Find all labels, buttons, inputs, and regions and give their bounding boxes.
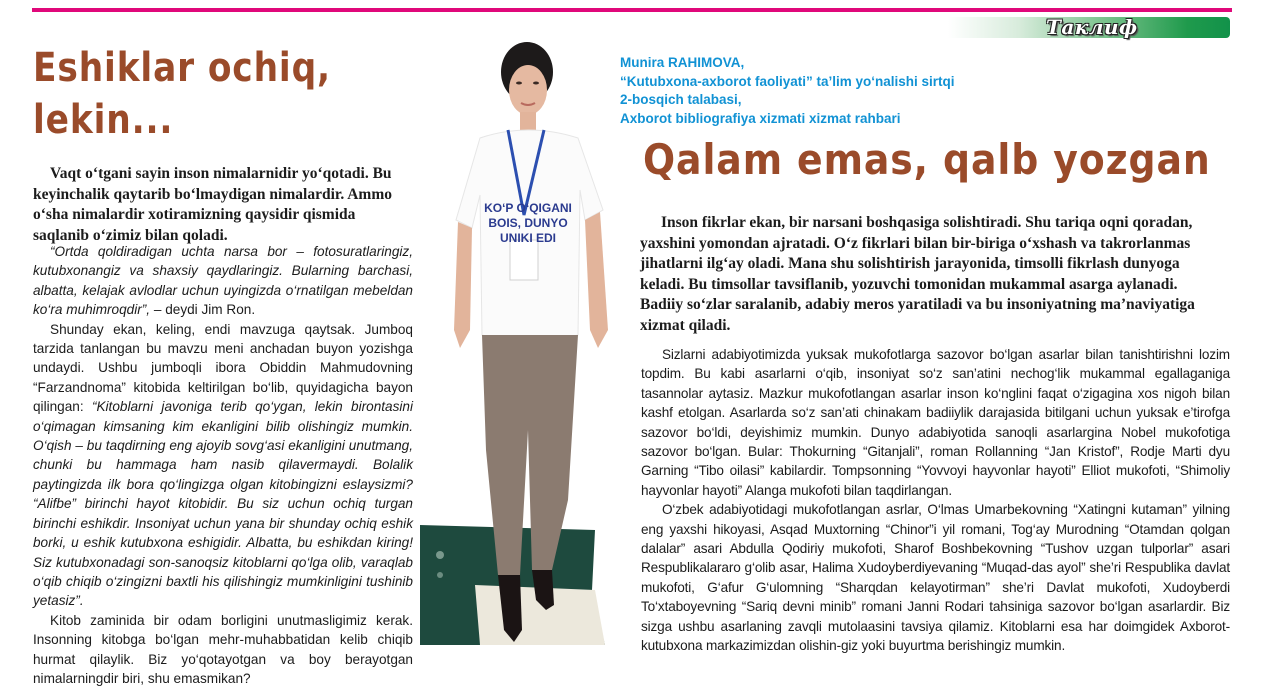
left-paragraph-1 [33, 242, 413, 320]
left-article-title [33, 42, 331, 146]
svg-text:KO‘P O‘QIGANI: KO‘P O‘QIGANI [484, 201, 572, 215]
left-article-lead: Vaqt o‘tgani sayin inson nimalarnidir yo‘qotadi. Bu keyinchalik qaytarib bo‘lmaydigan nimalardir. Ammo o‘sha nimalardir xotiramizning qaysidir qismida saqlanib o‘zimiz bilan qoladi. [33, 165, 392, 244]
top-magenta-rule [32, 8, 1232, 12]
left-paragraph-2 [33, 320, 413, 611]
jim-ron-quote: “Ortda qoldiradigan uchta narsa bor – fotosuratlaringiz, kutubxonangiz va shaxsiy qaydlaringiz. Bularning barchasi, albatta, kelajak avlodlar uchun uyingizda o‘rnatilgan mebeldan ko‘ra muhimroqdir”, [33, 244, 413, 318]
right-article-body [641, 345, 1230, 656]
author-program: “Kutubxona-axborot faoliyati” ta’lim yo‘nalishi sirtqi [620, 73, 955, 89]
author-byline [620, 54, 955, 129]
id-badge [510, 240, 538, 280]
author-name: Munira RAHIMOVA, [620, 55, 745, 70]
left-paragraph-3: Kitob zaminida bir odam borligini unutmasligimiz kerak. Insonning kitobga bo‘lgan mehr-muhabbatidan kelib chiqib hurmat qilaylik. Biz yo‘qotayotgan va boy berayotgan nimalarningdir biri, shu emasmikan? [33, 612, 413, 686]
right-paragraph-2: O‘zbek adabiyotidagi mukofotlangan asrlar, O‘lmas Umarbekovning “Xatingni kutaman” yilning eng yaxshi hikoyasi, Asqad Muxtorning “Chinor”i yil romani, Tog‘ay Murodning “Otamdan qolgan dalalar” asari Abdulla Qodiriy mukofoti, Sharof Boshbekovning “Tushov uzgan tulporlar” asari Respublikalararo g‘olib asar, Halima Xudoyberdiyevaning “Muqad-das ayol” she’ri Respublika davlat mukofoti, G‘afur G‘ulomning “Sharqdan kelayotirman” she’ri Davlat mukofoti, Xudoyberdi To‘xtaboyevning “Sariq devni minib” romani Janni Rodari tahsiniga sazovor bo‘lgan asarlardir. Biz sizga ushbu asarlaning zavqli mutolaasini tavsiya qilamiz. Kitoblarni esa har doimgidek Axborot-kutubxona markazimizdan olishin-giz yoki buyurtma berishingiz mumkin. [641, 502, 1230, 654]
right-paragraph-1: Sizlarni adabiyotimizda yuksak mukofotlarga sazovor bo‘lgan asarlar bilan tanishtirishni lozim topdim. Bu kabi asarlarni o‘qib, insoniyat so‘z san’atini nechog‘lik mukammal egallaganiga tasannolar aytasiz. Mazkur mukofotlangan asarlar inson ko‘nglini faqat o‘zigagina xos nigoh bilan kashf etolgan. Asarlarda so‘z san’ati chinakam badiiylik darajasida bitilgani uchun yuksak e’tirofga sazovor bo‘ldi, deyishimiz mumkin. Dunyo adabiyotida sanoqli asarlargina Nobel mukofotiga sazovor bo‘lgan. Bular: Thokurning “Gitanjali”, roman Rollanning “Jan Kristof”, Rodje Marti dyu Garning “Tibo oilasi” kabilardir. Tompsonning “Yovvoyi hayvonlar hayoti” Elliot mukofoti, “Shimoliy hayvonlar hayoti” Alanga mukofoti bilan taqdirlangan. [641, 347, 1230, 498]
section-rubric-banner [948, 17, 1230, 38]
author-position: Axborot bibliografiya xizmati xizmat rahbari [620, 111, 901, 127]
right-article-lead: Inson fikrlar ekan, bir narsani boshqasiga solishtiradi. Shu tariqa oqni qoradan, yaxshini yomondan ajratadi. O‘z fikrlari bilan bir-biriga o‘xshash va takrorlanmas jihatlarni ilg‘ay oladi. Mana shu solishtirish jarayonida, timsolli fikrlash dunyoga keladi. Bu timsollar tavsiflanib, yozuvchi tomonidan mukammal asarga aylanadi. Badiiy so‘zlar saralanib, adabiy meros yaratiladi va bu insoniyatning ma’naviyatiga xizmat qiladi. [640, 214, 1195, 334]
right-article-title: Qalam emas, qalb yozgan [643, 135, 1211, 184]
svg-text:BOIS, DUNYO: BOIS, DUNYO [488, 216, 568, 230]
farzandnoma-quote: “Kitoblarni javoniga terib qo‘ygan, lekin birontasini o‘qimagan kimsaning kim ekanligini bilib olishingiz mumkin. O‘qish – bu taqdirning eng ajoyib sovg‘asi ekanligini unutmang, chunki bu hammaga ham nasib qilavermaydi. Bolalik paytingizda ilk bora qo‘lingizga olgan kitobingizni eslaysizmi? “Alifbe” birinchi hayot kitobidir. Bu siz uchun ochiq turgan birinchi eshikdir. Insoniyat uchun yana bir shunday ochiq eshik borki, u eshik kutubxona eshigidir. Albatta, bu eshikdan kiring! Siz kutubxonadagi son-sanoqsiz kitoblarni qo‘lga olib, varaqlab o‘qib chiqib o‘zingizni baxtli his qilishingiz mumkinligini tushinib yetasiz”. [33, 399, 413, 609]
left-article-body [33, 242, 413, 688]
author-course: 2-bosqich talabasi, [620, 92, 742, 108]
left-title-line-1: Eshiklar ochiq, [33, 45, 331, 91]
svg-text:UNIKI EDI: UNIKI EDI [499, 231, 557, 245]
quote-attribution: – deydi Jim Ron. [150, 302, 256, 318]
face [509, 65, 547, 115]
left-title-line-2: lekin... [33, 97, 174, 143]
author-photo [420, 30, 620, 655]
farzandnoma-intro: Shunday ekan, keling, endi mavzuga qaytsak. Jumboq tarzida tanlangan bu mavzu meni anchadan buyon yozishga undaydi. Ushbu jumboqli ibora Obiddin Mahmudovning “Farzandnoma” kitobida keltirilgan bo‘lib, quyidagicha bayon qilingan: [33, 321, 413, 415]
rubric-label: Таклиф [1046, 15, 1138, 39]
